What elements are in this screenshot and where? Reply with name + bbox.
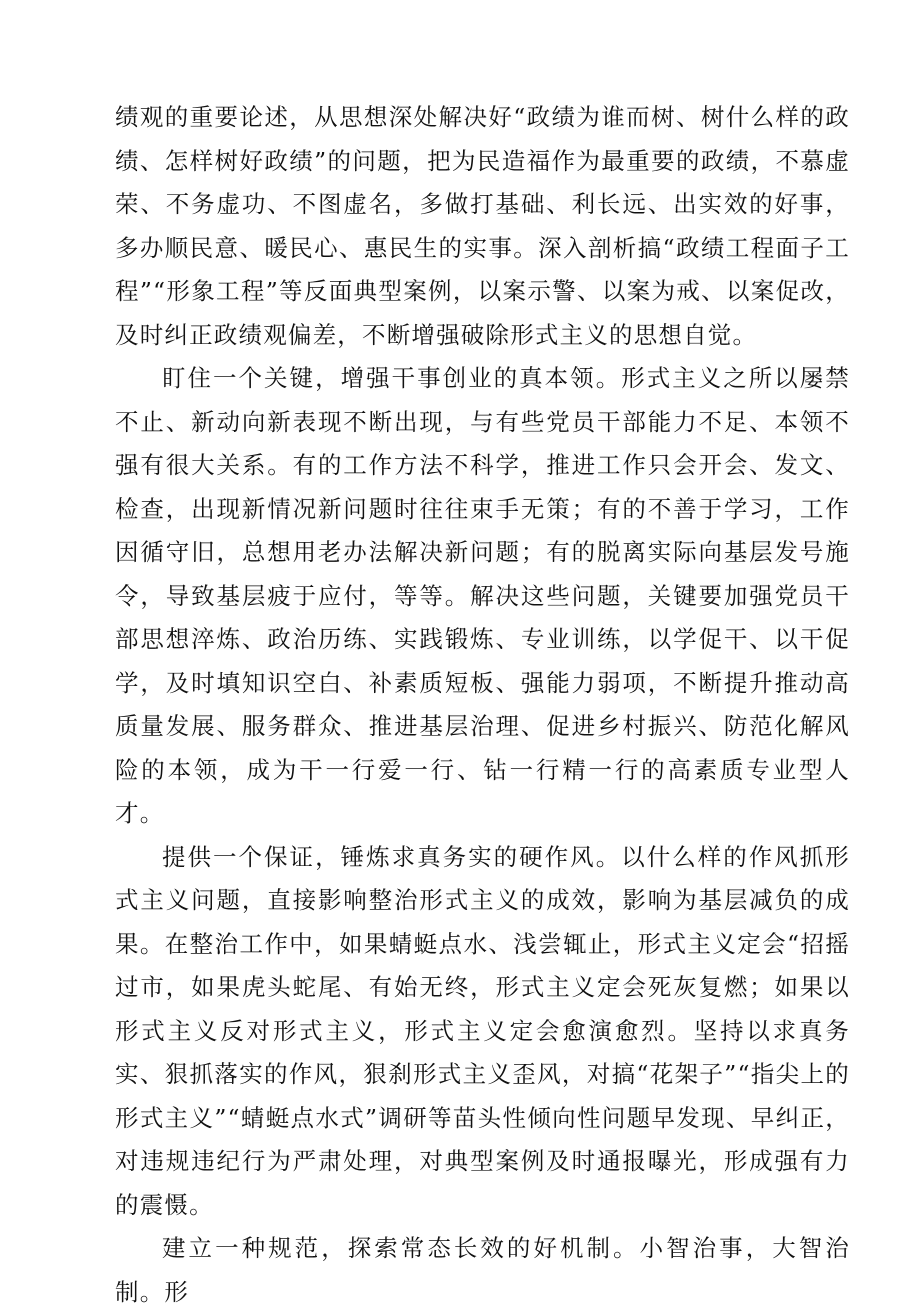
paragraph-key-ability: 盯住一个关键，增强干事创业的真本领。形式主义之所以屡禁不止、新动向新表现不断出现，与有些党员干部能力不足、本领不强有很大关系。有的工作方法不科学，推进工作只会开会、发文、检查，出现新情况新问题时往往束手无策；有的不善于学习，工作因循守旧，总想用老办法解决新问题；有的脱离实际向基层发号施令，导致基层疲于应付，等等。解决这些问题，关键要加强党员干部思想淬炼、政治历练、实践锻炼、专业训练，以学促干、以干促学，及时填知识空白、补素质短板、强能力弱项，不断提升推动高质量发展、服务群众、推进基层治理、促进乡村振兴、防范化解风险的本领，成为干一行爱一行、钻一行精一行的高素质专业型人才。 [115,364,850,827]
paragraph-work-style: 提供一个保证，锤炼求真务实的硬作风。以什么样的作风抓形式主义问题，直接影响整治形式主义的成效，影响为基层减负的成果。在整治工作中，如果蜻蜓点水、浅尝辄止，形式主义定会“招摇过市，如果虎头蛇尾、有始无终，形式主义定会死灰复燃；如果以形式主义反对形式主义，形式主义定会愈演愈烈。坚持以求真务实、狠抓落实的作风，狠刹形式主义歪风，对搞“花架子”“指尖上的形式主义”“蜻蜓点水式”调研等苗头性倾向性问题早发现、早纠正，对违规违纪行为严肃处理，对典型案例及时通报曝光，形成强有力的震慑。 [115,842,850,1219]
paragraph-political-achievement-view: 绩观的重要论述，从思想深处解决好“政绩为谁而树、树什么样的政绩、怎样树好政绩”的问题，把为民造福作为最重要的政绩，不慕虚荣、不务虚功、不图虚名，多做打基础、利长远、出实效的好事，多办顺民意、暖民心、惠民生的实事。深入剖析搞“政绩工程面子工程”“形象工程”等反面典型案例，以案示警、以案为戒、以案促改，及时纠正政绩观偏差，不断增强破除形式主义的思想自觉。 [115,103,850,349]
paragraph-mechanism: 建立一种规范，探索常态长效的好机制。小智治事，大智治制。形 [115,1234,850,1306]
document-body [115,96,850,1314]
